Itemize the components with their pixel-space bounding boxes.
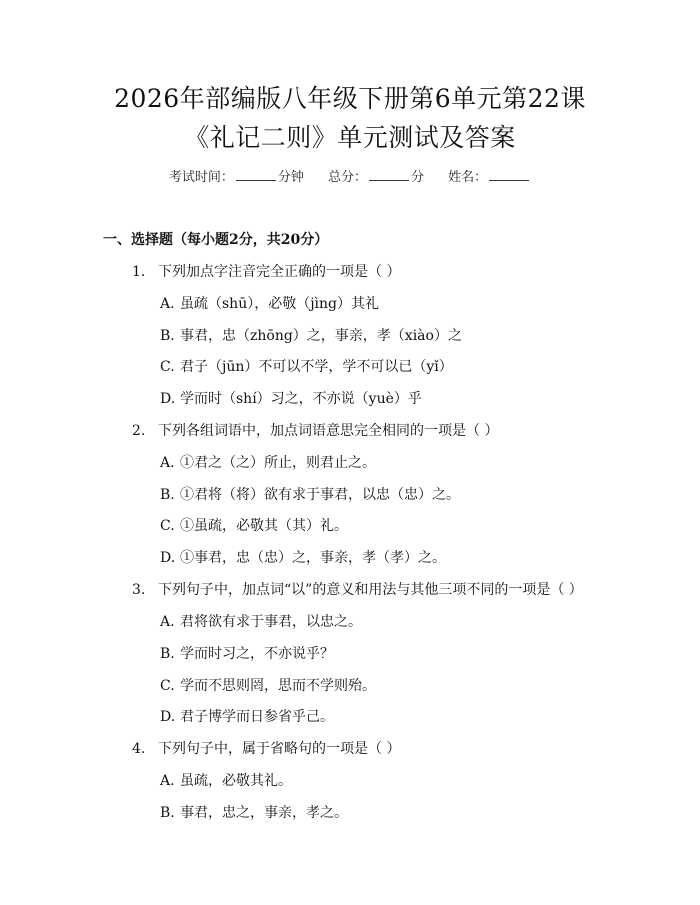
exam-time-label: 考试时间： <box>168 170 234 185</box>
question-number: 3. <box>132 582 146 598</box>
option-letter: A. <box>160 773 175 789</box>
page-title-line-1: 2026年部编版八年级下册第6单元第22课 <box>114 84 586 113</box>
option-letter: A. <box>160 455 175 471</box>
option-text: ①君之（之）所止，则君止之。 <box>180 455 376 471</box>
question-text: 下列句子中，加点词“以”的意义和用法与其他三项不同的一项是（ ） <box>158 582 583 598</box>
question-1-option-d <box>160 389 422 409</box>
option-text: ①事君，忠（忠）之，事亲，孝（孝）之。 <box>180 550 446 566</box>
option-letter: A. <box>160 614 175 630</box>
question-3-option-b <box>160 644 334 664</box>
option-text: 君子博学而日参省乎己。 <box>180 709 334 725</box>
question-3 <box>132 580 583 600</box>
question-text: 下列各组词语中，加点词语意思完全相同的一项是（ ） <box>158 423 499 439</box>
option-text: 君子（jūn）不可以不学，学不可以已（yǐ） <box>180 359 453 375</box>
question-3-option-d <box>160 707 334 727</box>
exam-time-unit: 分钟 <box>277 170 304 185</box>
question-number: 1. <box>132 264 146 280</box>
section-heading-choice: 一、选择题（每小题2分，共20分） <box>103 232 329 248</box>
question-text: 下列加点字注音完全正确的一项是（ ） <box>158 264 401 280</box>
question-1-option-c <box>160 357 453 377</box>
question-2-option-c <box>160 516 348 536</box>
student-name-label: 姓名： <box>448 170 488 185</box>
question-number: 4. <box>132 741 146 757</box>
question-2-option-a <box>160 453 376 473</box>
exam-info-line <box>0 168 700 188</box>
question-number: 2. <box>132 423 146 439</box>
option-text: 虽疏（shū），必敬（jìng）其礼 <box>180 296 380 312</box>
question-4-option-a <box>160 771 292 791</box>
option-text: 学而不思则罔，思而不学则殆。 <box>180 678 376 694</box>
option-text: ①虽疏，必敬其（其）礼。 <box>180 518 348 534</box>
option-letter: C. <box>160 518 175 534</box>
option-text: 事君，忠（zhōng）之，事亲，孝（xiào）之 <box>180 328 462 344</box>
option-letter: C. <box>160 678 175 694</box>
option-text: 虽疏，必敬其礼。 <box>180 773 292 789</box>
question-3-option-c <box>160 676 376 696</box>
question-4 <box>132 739 400 759</box>
page-title-line-2: 《礼记二则》单元测试及答案 <box>184 123 516 152</box>
question-2-option-b <box>160 485 460 505</box>
option-letter: D. <box>160 709 176 725</box>
student-name-field <box>448 168 531 188</box>
question-4-option-b <box>160 803 348 823</box>
option-text: 事君，忠之，事亲，孝之。 <box>180 805 348 821</box>
option-letter: A. <box>160 296 175 312</box>
exam-time-blank <box>236 168 276 181</box>
question-3-option-a <box>160 612 362 632</box>
question-text: 下列句子中，属于省略句的一项是（ ） <box>158 741 401 757</box>
total-score-blank <box>369 168 409 181</box>
total-score-field <box>328 168 424 188</box>
question-2 <box>132 421 498 441</box>
option-letter: D. <box>160 391 176 407</box>
question-1 <box>132 262 400 282</box>
exam-time-field <box>169 168 304 188</box>
option-letter: B. <box>160 646 175 662</box>
option-text: 学而时习之，不亦说乎？ <box>180 646 334 662</box>
option-letter: B. <box>160 805 175 821</box>
question-2-option-d <box>160 548 446 568</box>
option-letter: D. <box>160 550 176 566</box>
option-letter: B. <box>160 328 175 344</box>
option-text: 君将欲有求于事君，以忠之。 <box>180 614 362 630</box>
option-letter: C. <box>160 359 175 375</box>
question-1-option-b <box>160 326 462 346</box>
option-text: 学而时（shí）习之，不亦说（yuè）乎 <box>180 391 422 407</box>
total-score-unit: 分 <box>411 170 425 185</box>
option-text: ①君将（将）欲有求于事君，以忠（忠）之。 <box>180 487 460 503</box>
question-1-option-a <box>160 294 379 314</box>
student-name-blank <box>489 168 529 181</box>
total-score-label: 总分： <box>327 170 367 185</box>
option-letter: B. <box>160 487 175 503</box>
